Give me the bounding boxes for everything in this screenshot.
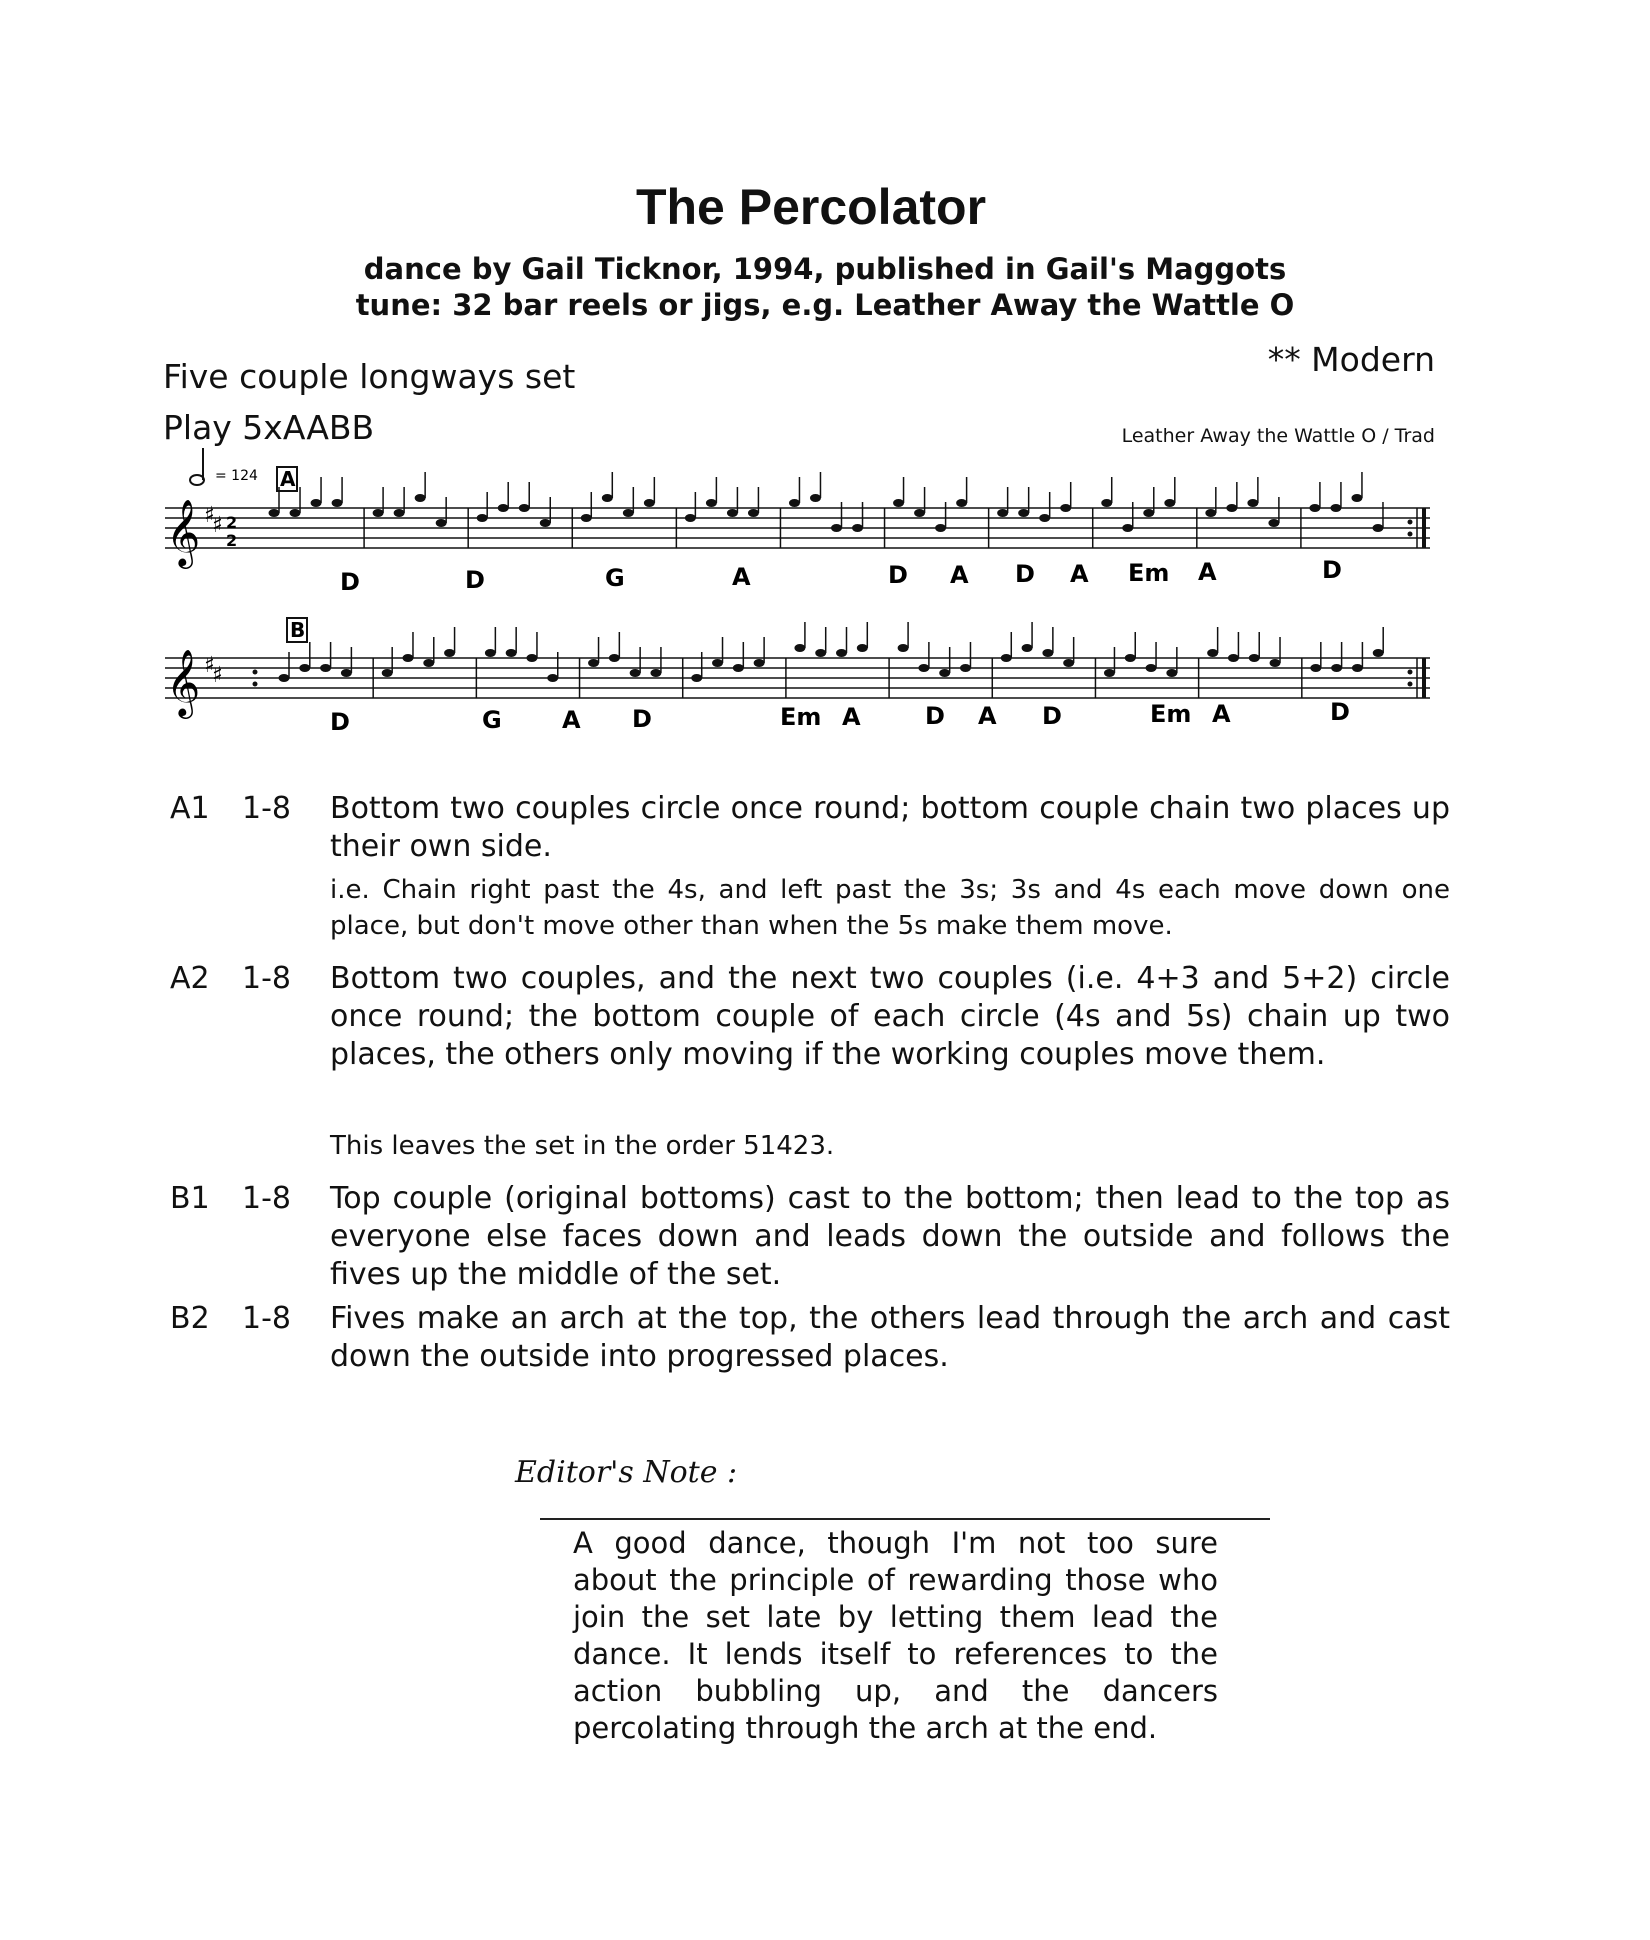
notes-b: [279, 622, 1384, 682]
editor-note-label: Editor's Note :: [515, 1455, 738, 1490]
tune-suggestion: tune: 32 bar reels or jigs, e.g. Leather Away the Wattle O: [355, 288, 1295, 322]
chord-label: D: [340, 568, 360, 596]
note-head: [423, 659, 434, 667]
sharp-icon: ♯: [212, 513, 223, 538]
note-head: [1166, 669, 1177, 677]
chord-label: A: [1212, 700, 1231, 728]
note-head: [506, 649, 517, 657]
note-head: [1207, 649, 1218, 657]
chord-label: A: [978, 702, 997, 730]
chords-b: [330, 698, 1350, 736]
chord-label: Em: [1128, 559, 1170, 587]
chord-label: D: [465, 566, 485, 594]
figure-text: Top couple (original bottoms) cast to the bottom; then lead to the top as everyone else faces down and leads down the outside and follows the fives up the middle of the set.: [330, 1181, 1450, 1292]
note-head: [727, 509, 738, 517]
chord-label: A: [1070, 560, 1089, 588]
chord-label: D: [1322, 556, 1342, 584]
note-head: [1042, 649, 1053, 657]
notes-a: [269, 472, 1384, 532]
note-head: [1270, 659, 1281, 667]
chord-label: G: [605, 564, 625, 592]
note-head: [810, 494, 821, 502]
section-b-label: [287, 618, 307, 642]
note-head: [644, 499, 655, 507]
chord-label: D: [632, 705, 652, 733]
note-head: [1060, 504, 1071, 512]
note-head: [1022, 644, 1033, 652]
note-head: [1331, 664, 1342, 672]
note-head: [691, 674, 702, 682]
chord-label: D: [1042, 702, 1062, 730]
figure-text: Fives make an arch at the top, the others lead through the arch and cast down the outside into progressed places.: [330, 1301, 1450, 1374]
note-head: [1122, 524, 1133, 532]
chord-label: Em: [780, 703, 822, 731]
tune-credit: Leather Away the Wattle O / Trad: [1121, 425, 1435, 447]
note-head: [733, 664, 744, 672]
sharp-icon: ♯: [212, 663, 223, 688]
note-head: [1101, 499, 1112, 507]
chord-label: A: [562, 706, 581, 734]
figure-b2: [170, 1300, 1450, 1380]
chord-label: G: [482, 706, 502, 734]
note-head: [444, 649, 455, 657]
chords-a: [340, 556, 1342, 596]
note-head: [893, 499, 904, 507]
figure-bars: 1-8: [242, 1181, 291, 1216]
note-head: [1143, 509, 1154, 517]
note-head: [956, 499, 967, 507]
figure-id: B2: [170, 1301, 210, 1336]
note-head: [836, 649, 847, 657]
note-head: [373, 509, 384, 517]
sharp-icon: ♯: [204, 503, 215, 528]
chord-label: D: [888, 561, 908, 589]
note-head: [540, 519, 551, 527]
note-head: [1226, 504, 1237, 512]
note-head: [914, 509, 925, 517]
chord-label: D: [1330, 698, 1350, 726]
note-head: [415, 494, 426, 502]
note-head: [341, 669, 352, 677]
note-head: [1205, 509, 1216, 517]
note-head: [918, 664, 929, 672]
note-head: [1001, 654, 1012, 662]
svg-text:A: A: [280, 467, 296, 491]
note-head: [332, 499, 343, 507]
section-a-label: [277, 467, 297, 491]
chord-label: D: [925, 702, 945, 730]
note-head: [1352, 664, 1363, 672]
note-head: [650, 669, 661, 677]
note-head: [402, 654, 413, 662]
note-head: [1310, 664, 1321, 672]
note-head: [935, 524, 946, 532]
figure-text: Bottom two couples, and the next two couples (i.e. 4+3 and 5+2) circle once round; the bottom couple of each circle (4s and 5s) chain up two places, the others only moving if the working couples move them.: [330, 961, 1450, 1072]
editor-divider: [540, 1518, 1270, 1520]
note-head: [1372, 524, 1383, 532]
treble-clef-icon: 𝄞: [166, 498, 201, 566]
svg-text:2: 2: [226, 531, 238, 550]
figure-b1: [170, 1180, 1450, 1300]
note-head: [519, 504, 530, 512]
note-head: [394, 509, 405, 517]
note-head: [794, 644, 805, 652]
svg-text:2: 2: [226, 513, 238, 532]
note-head: [898, 644, 909, 652]
note-head: [436, 519, 447, 527]
note-head: [1373, 649, 1384, 657]
note-head: [630, 669, 641, 677]
note-head: [588, 659, 599, 667]
note-head: [1247, 499, 1258, 507]
note-head: [706, 499, 717, 507]
note-head: [581, 514, 592, 522]
dance-credit: dance by Gail Ticknor, 1994, published in Gail's Maggots: [363, 252, 1287, 286]
figure-id: A1: [170, 791, 210, 826]
note-head: [1249, 654, 1260, 662]
figure-a2: [170, 960, 1450, 1120]
note-head: [960, 664, 971, 672]
treble-clef-icon: 𝄞: [166, 648, 201, 716]
note-head: [623, 509, 634, 517]
figure-a1: [170, 790, 1450, 880]
rating-label: ** Modern: [1267, 340, 1435, 379]
note-head: [1063, 659, 1074, 667]
note-head: [290, 509, 301, 517]
note-head: [815, 649, 826, 657]
figure-id: A2: [170, 961, 210, 996]
figure-a1-note-row: [170, 872, 1450, 952]
note-head: [1164, 499, 1175, 507]
play-instruction: Play 5xAABB: [163, 408, 375, 447]
figure-note: This leaves the set in the order 51423.: [330, 1131, 835, 1161]
figure-bars: 1-8: [242, 1301, 291, 1336]
note-head: [602, 494, 613, 502]
tempo-text: = 124: [215, 468, 258, 484]
figure-a2-note-row: [170, 1128, 1450, 1168]
note-head: [498, 504, 509, 512]
note-head: [1104, 669, 1115, 677]
formation-label: Five couple longways set: [163, 357, 576, 396]
figure-note: i.e. Chain right past the 4s, and left past the 3s; 3s and 4s each move down one place, but don't move other than when the 5s make them move.: [330, 875, 1450, 941]
note-head: [1125, 654, 1136, 662]
note-head: [269, 509, 280, 517]
svg-text:B: B: [290, 618, 306, 642]
note-head: [712, 659, 723, 667]
note-head: [320, 664, 331, 672]
note-head: [279, 674, 290, 682]
figure-text: Bottom two couples circle once round; bottom couple chain two places up their own side.: [330, 791, 1450, 864]
tempo-marking: [190, 448, 258, 485]
note-head: [1039, 514, 1050, 522]
note-head: [857, 644, 868, 652]
chord-label: D: [1015, 560, 1035, 588]
note-head: [1351, 494, 1362, 502]
chord-label: A: [732, 563, 751, 591]
music-staff-a: [160, 440, 1440, 600]
chord-label: A: [842, 703, 861, 731]
note-head: [1018, 509, 1029, 517]
sharp-icon: ♯: [204, 653, 215, 678]
dance-title: The Percolator: [635, 179, 987, 235]
note-head: [547, 674, 558, 682]
note-head: [382, 669, 393, 677]
chord-label: D: [330, 708, 350, 736]
figure-bars: 1-8: [242, 961, 291, 996]
chord-label: A: [950, 561, 969, 589]
chord-label: A: [1198, 558, 1217, 586]
note-head: [1268, 519, 1279, 527]
figure-bars: 1-8: [242, 791, 291, 826]
note-head: [311, 499, 322, 507]
note-head: [754, 659, 765, 667]
note-head: [1330, 504, 1341, 512]
note-head: [748, 509, 759, 517]
note-head: [1228, 654, 1239, 662]
note-head: [831, 524, 842, 532]
figure-id: B1: [170, 1181, 210, 1216]
note-head: [939, 669, 950, 677]
note-head: [789, 499, 800, 507]
note-head: [685, 514, 696, 522]
music-staff-b: [160, 610, 1440, 740]
note-head: [1309, 504, 1320, 512]
note-head: [526, 654, 537, 662]
note-head: [997, 509, 1008, 517]
editor-note-text: A good dance, though I'm not too sure about the principle of rewarding those who join the set late by letting them lead the dance. It lends itself to references to the action bubbling up, and the dancers percolating through the arch at the end.: [573, 1526, 1218, 1745]
note-head: [1146, 664, 1157, 672]
note-head: [477, 514, 488, 522]
note-head: [852, 524, 863, 532]
note-head: [299, 664, 310, 672]
note-head: [485, 649, 496, 657]
note-head: [609, 654, 620, 662]
chord-label: Em: [1150, 700, 1192, 728]
